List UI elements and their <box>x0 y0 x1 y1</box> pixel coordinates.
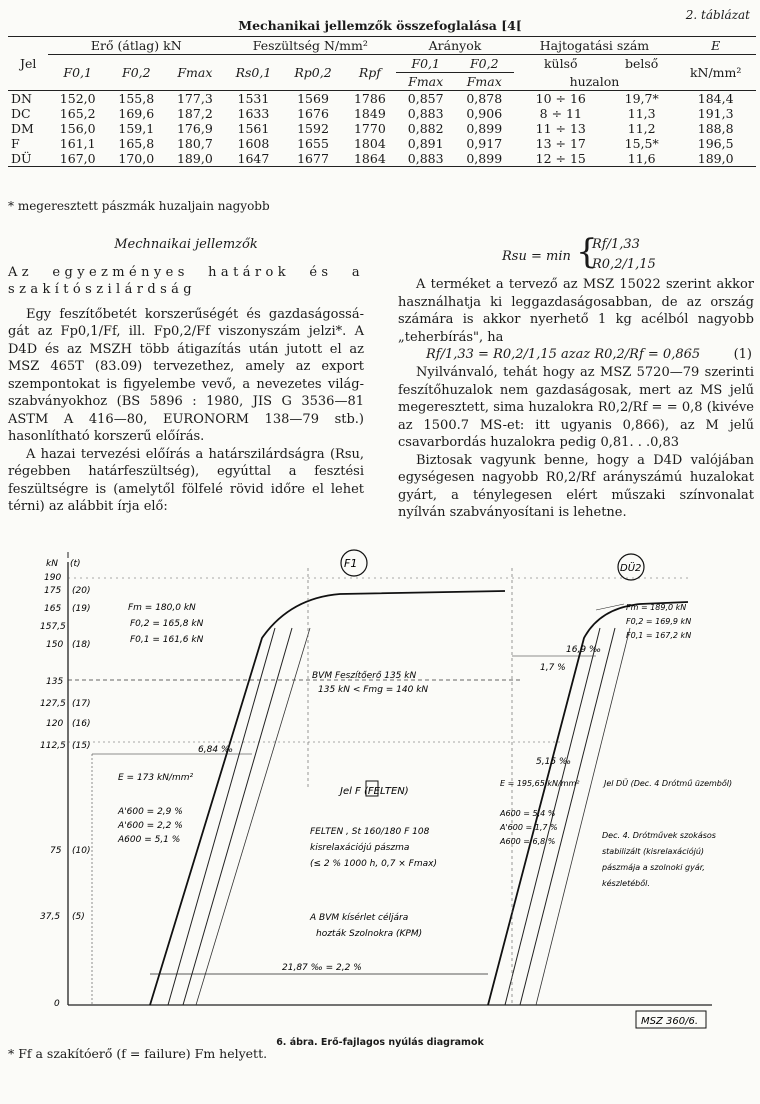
mechanical-properties-table <box>8 36 756 167</box>
table-title: Mechanikai jellemzők összefoglalása [4[ <box>238 18 522 33</box>
cell: 1786 <box>353 91 386 106</box>
cell: 180,7 <box>176 136 213 151</box>
cell: 1804 <box>353 136 386 151</box>
f1-a3: A600 = 5,1 % <box>118 835 181 845</box>
cell: 189,0 <box>697 151 734 166</box>
du-a3: A600 = 6,8 % <box>500 837 556 846</box>
ratio-bottom-2: Fmax <box>455 73 514 91</box>
y-tick-alt: (20) <box>72 586 91 596</box>
table-row <box>8 121 756 136</box>
cell: 19,7* <box>624 91 659 106</box>
felten-note: (≤ 2 % 1000 h, 0,7 × Fmax) <box>310 859 437 869</box>
equation-1 <box>398 346 754 364</box>
cell: 155,8 <box>118 91 155 106</box>
cell: 177,3 <box>176 91 213 106</box>
cell: 0,891 <box>407 136 444 151</box>
y-tick: 157,5 <box>40 622 66 632</box>
paragraph: Biztosak vagyunk benne, hogy a D4D valójában egységesen nagyobb R0,2/Rf arányszámú huzalokat gyárt, a ténylegesen elért műszaki színvonalat nyílván szabványosítani is lehetne. <box>398 452 754 520</box>
table-footnote: * megeresztett pászmák huzaljain nagyobb <box>8 199 270 213</box>
dec-note: stabilizált (kisrelaxációjú) <box>602 847 705 856</box>
fold-header: Hajtogatási szám <box>514 37 676 55</box>
cell: 0,899 <box>466 121 503 136</box>
page-footnote: * Ff a szakítóerő (f = failure) Fm helyett. <box>8 1046 268 1061</box>
ratio-top-1: F0,1 <box>396 55 455 73</box>
cell: 187,2 <box>176 106 213 121</box>
fold-sub: huzalon <box>514 73 676 91</box>
y-tick-alt: (16) <box>72 719 91 729</box>
cell: 191,3 <box>697 106 734 121</box>
subsection-title: Az egyezményes határok és a szakítószilárdság <box>8 264 364 297</box>
cell: 1770 <box>353 121 386 136</box>
cell: 152,0 <box>59 91 96 106</box>
y-tick: 135 <box>46 677 64 687</box>
cell: 1569 <box>297 91 329 106</box>
cell: 167,0 <box>59 151 96 166</box>
figure-caption: 6. ábra. Erő-fajlagos nyúlás diagramok <box>276 1037 484 1048</box>
f1-offset-line <box>183 628 292 1005</box>
cell: 1561 <box>237 121 270 136</box>
felten-note: kisrelaxációjú pászma <box>310 843 410 853</box>
paragraph: A hazai tervezési előírás a határszilárdságra (Rsu, régebben határfeszültség), egyúttal a fesztési feszültségre is (amelytől fölfelé rövid időre el lehet térni) az alábbit írja elő: <box>8 446 364 514</box>
cell: 1676 <box>297 106 329 121</box>
table-row <box>8 151 756 167</box>
equation-number: (1) <box>733 347 752 362</box>
f1-strain: 6,84 ‰ <box>198 745 234 755</box>
ratio-header: Arányok <box>396 37 513 55</box>
cell: 15,5* <box>624 136 659 151</box>
du-f02: F0,2 = 169,9 kN <box>626 617 692 626</box>
table-row <box>8 106 756 121</box>
cell: 176,9 <box>176 121 213 136</box>
col-f01: F0,1 <box>48 55 107 91</box>
cell: 0,857 <box>407 91 444 106</box>
section-title: Mechnaikai jellemzők <box>114 237 258 252</box>
du-fm: Fm = 189,0 kN <box>626 603 687 612</box>
dec-note: Dec. 4. Drótművek szokásos <box>602 831 716 840</box>
f1-fm: Fm = 180,0 kN <box>128 603 196 613</box>
cell: 11 ÷ 13 <box>535 121 586 136</box>
du-strain-low: 5,15 ‰ <box>536 757 572 767</box>
cell: DM <box>11 121 34 136</box>
fold-inner: belső <box>625 56 659 72</box>
cell: 11,2 <box>627 121 656 136</box>
cell: 1655 <box>297 136 329 151</box>
paragraph: Egy feszítőbetét korszerűségét és gazdaságosságát az Fp0,1/Ff, ill. Fp0,2/Ff viszonyszám jelzi*. A D4D és az MSZH több átigazítás után jutott el az MSZ 465T (83.09) tervezethez, amely az export szempontokat is figyelembe vevő, a nevezetes világszabványokhoz (BS 5896 : 1980, JIS G 3536—81 ASTM A 416—80, EURONORM 138—79 stb.) hasonlítható korszerű előírás. <box>8 306 364 444</box>
cell: 1633 <box>237 106 270 121</box>
du-curve <box>488 602 688 1005</box>
f1-a1: A'600 = 2,9 % <box>118 807 183 817</box>
paragraph: Nyilvánvaló, tehát hogy az MSZ 5720—79 szerinti feszítőhuzalok nem gazdaságosak, mert az MS jelű megeresztett, sima huzalokra R0,2/Rf = = 0,8 (kivéve az 1500.7 MS-et: itt ugyanis 0,866), az M jelű csavarbordás huzalokra pedig 0,81. . .0,83 <box>398 365 754 450</box>
cell: 0,882 <box>407 121 444 136</box>
col-rpf: Rpf <box>343 55 396 91</box>
bvm-line2: 135 kN < Fmg = 140 kN <box>318 685 429 695</box>
y-tick: 112,5 <box>40 741 66 751</box>
du-a1: A600 = 5,4 % <box>500 809 556 818</box>
f1-offset-line <box>168 628 275 1005</box>
ratio-top-2: F0,2 <box>455 55 514 73</box>
formula-lhs: Rsu = min <box>502 249 571 264</box>
ratio-bottom-1: Fmax <box>396 73 455 91</box>
cell: 169,6 <box>118 106 155 121</box>
bottom-strain: 21,87 ‰ = 2,2 % <box>282 963 362 973</box>
f1-tag: F1 <box>344 557 358 570</box>
formula-brace: { <box>576 232 598 272</box>
fold-outer: külső <box>543 56 578 72</box>
table-row <box>8 136 756 151</box>
du-f01: F0,1 = 167,2 kN <box>626 631 692 640</box>
y-tick: 120 <box>46 719 64 729</box>
right-column <box>398 232 754 522</box>
y-ticks <box>40 573 90 1009</box>
f1-a2: A'600 = 2,2 % <box>118 821 183 831</box>
stress-header: Feszültség N/mm² <box>224 37 396 55</box>
cell: 1531 <box>237 91 270 106</box>
cell: 159,1 <box>118 121 155 136</box>
f1-f01: F0,1 = 161,6 kN <box>130 635 204 645</box>
cell: 189,0 <box>176 151 213 166</box>
cell: DÜ <box>11 151 32 166</box>
bvm-note: A BVM kísérlet céljára <box>310 913 409 923</box>
f1-f02: F0,2 = 165,8 kN <box>130 619 204 629</box>
y-tick-alt: (17) <box>72 699 91 709</box>
y-tick-alt: (15) <box>72 741 91 751</box>
cell: DN <box>11 91 32 106</box>
du-strain-mid: 1,7 % <box>540 663 566 673</box>
y-tick: 75 <box>50 846 62 856</box>
cell: 156,0 <box>59 121 96 136</box>
formula-top: Rf/1,33 <box>592 237 640 252</box>
formula-bottom: R0,2/1,15 <box>592 257 656 272</box>
e-unit: kN/mm² <box>675 55 756 91</box>
y-tick: 175 <box>44 586 62 596</box>
stamp: MSZ 360/6. <box>641 1016 699 1027</box>
y-tick: 37,5 <box>40 912 61 922</box>
y-tick: 127,5 <box>40 699 66 709</box>
cell: 0,883 <box>407 106 444 121</box>
cell: 11,3 <box>627 106 656 121</box>
cell: 10 ÷ 16 <box>535 91 586 106</box>
cell: 0,917 <box>466 136 503 151</box>
f1-offset-line <box>196 628 310 1005</box>
du-modulus: E = 195,65 kN/mm² <box>500 779 580 788</box>
col-f02: F0,2 <box>107 55 166 91</box>
col-rs01: Rs0,1 <box>224 55 282 91</box>
paragraph: A terméket a tervező az MSZ 15022 szerint akkor használhatja ki leggazdaságosabban, de az ország számára is akkor nyerhető 1 kg acélból nagyobb „teherbírás", ha <box>398 277 754 345</box>
cell: 13 ÷ 17 <box>535 136 586 151</box>
cell: 12 ÷ 15 <box>535 151 586 166</box>
bvm-note: hozták Szolnokra (KPM) <box>316 929 423 939</box>
cell: 1849 <box>353 106 386 121</box>
cell: DC <box>11 106 31 121</box>
dec-note: pászmája a szolnoki gyár, <box>602 863 705 872</box>
cell: F <box>11 136 20 151</box>
cell: 0,899 <box>466 151 503 166</box>
cell: 1647 <box>237 151 270 166</box>
cell: 161,1 <box>59 136 96 151</box>
y-unit-alt: (t) <box>70 559 81 569</box>
jel-f: Jel F (FELTEN) <box>340 786 409 797</box>
bvm-line1: BVM Feszítőerő 135 kN <box>312 671 417 681</box>
cell: 1592 <box>297 121 329 136</box>
f1-curve <box>150 591 505 1005</box>
cell: 0,906 <box>466 106 503 121</box>
cell: 0,878 <box>466 91 503 106</box>
cell: 0,883 <box>407 151 444 166</box>
cell: 1608 <box>237 136 270 151</box>
cell: 196,5 <box>697 136 734 151</box>
force-header: Erő (átlag) kN <box>48 37 224 55</box>
cell: 1677 <box>297 151 329 166</box>
jel-du: Jel DÜ (Dec. 4 Drótmű üzemből) <box>604 779 733 788</box>
du-strain-top: 16,9 ‰ <box>566 645 602 655</box>
cell: 170,0 <box>118 151 155 166</box>
y-tick: 190 <box>44 573 62 583</box>
felten-note: FELTEN , St 160/180 F 108 <box>310 827 430 837</box>
table-row <box>8 91 756 107</box>
jel-header: Jel <box>8 37 48 91</box>
y-unit: kN <box>46 559 58 569</box>
y-tick: 0 <box>54 999 60 1009</box>
y-tick: 165 <box>44 604 62 614</box>
dec-note: készletéből. <box>602 879 650 888</box>
force-strain-diagram <box>0 548 760 1034</box>
left-column <box>8 236 364 516</box>
y-tick-alt: (19) <box>72 604 91 614</box>
equation-text: Rf/1,33 = R0,2/1,15 azaz R0,2/Rf = 0,865 <box>426 347 701 362</box>
du-a2: A'600 = 1,7 % <box>500 823 558 832</box>
y-tick-alt: (18) <box>72 640 91 650</box>
du-tag: DÜ2 <box>620 563 642 574</box>
y-tick-alt: (5) <box>72 912 85 922</box>
table-number: 2. táblázat <box>685 8 750 22</box>
y-tick: 150 <box>46 640 64 650</box>
cell: 184,4 <box>697 91 734 106</box>
col-rp02: Rp0,2 <box>283 55 344 91</box>
f1-modulus: E = 173 kN/mm² <box>118 773 194 783</box>
y-tick-alt: (10) <box>72 846 91 856</box>
cell: 8 ÷ 11 <box>539 106 582 121</box>
cell: 11,6 <box>627 151 656 166</box>
cell: 165,2 <box>59 106 96 121</box>
formula-min <box>398 232 754 276</box>
col-fmax: Fmax <box>166 55 225 91</box>
cell: 165,8 <box>118 136 155 151</box>
cell: 188,8 <box>697 121 734 136</box>
cell: 1864 <box>353 151 386 166</box>
e-header: E <box>675 37 756 55</box>
